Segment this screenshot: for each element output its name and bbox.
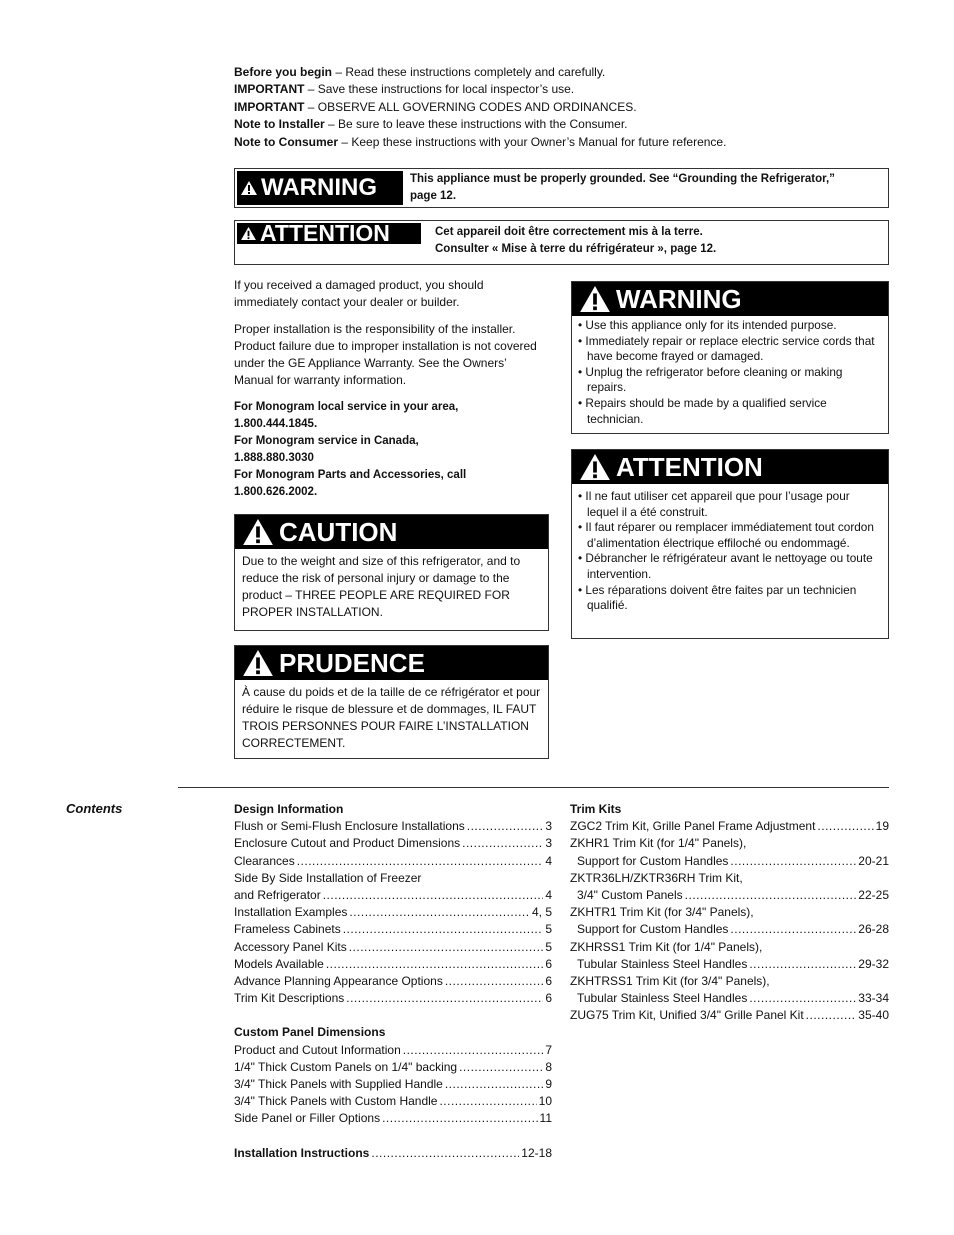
warning-triangle-icon <box>243 650 273 676</box>
list-item: • Use this appliance only for its intended purpose. <box>576 318 884 334</box>
toc-entry[interactable]: 1/4" Thick Custom Panels on 1/4" backing ..... 8 <box>234 1059 552 1076</box>
toc-entry[interactable]: Trim Kit Descriptions ..... 6 <box>234 990 552 1007</box>
warning-triangle-icon <box>243 519 273 545</box>
toc-entry[interactable]: Accessory Panel Kits ..... 5 <box>234 939 552 956</box>
toc-entry[interactable]: ZGC2 Trim Kit, Grille Panel Frame Adjustment ..... 19 <box>570 818 889 835</box>
warning-triangle-icon <box>580 454 610 480</box>
toc-entry[interactable]: Frameless Cabinets ..... 5 <box>234 921 552 938</box>
warning-tag: WARNING <box>237 171 403 205</box>
contents-label: Contents <box>66 801 123 816</box>
caution-box <box>234 514 549 631</box>
list-item: • Immediately repair or replace electric service cords that have become frayed or damaged. <box>576 334 884 365</box>
toc-entry[interactable]: Tubular Stainless Steel Handles ..... 33-34 <box>570 990 889 1007</box>
attention-bar-text: Cet appareil doit être correctement mis à la terre. <box>435 226 703 238</box>
warning-box <box>571 281 889 434</box>
warning-bar-text: This appliance must be properly grounded. See “Grounding the Refrigerator,” <box>410 173 835 185</box>
attention-header: ATTENTION <box>572 450 888 484</box>
toc-right <box>570 801 889 1025</box>
toc-entry[interactable]: 3/4" Thick Panels with Custom Handle ..... 10 <box>234 1093 552 1110</box>
toc-entry[interactable]: Support for Custom Handles ..... 26-28 <box>570 921 889 938</box>
toc-entry[interactable]: Installation Examples ..... 4, 5 <box>234 904 552 921</box>
intro-line: IMPORTANT – Save these instructions for local inspector’s use. <box>234 82 575 97</box>
list-item: • Débrancher le réfrigérateur avant le nettoyage ou toute intervention. <box>576 551 884 582</box>
prudence-box <box>234 645 549 759</box>
prudence-header: PRUDENCE <box>235 646 548 680</box>
attention-bar <box>234 220 889 265</box>
toc-entry[interactable]: Clearances ..... 4 <box>234 853 552 870</box>
list-item: • Il faut réparer ou remplacer immédiatement tout cordon d’alimentation électrique effiloché ou endommagé. <box>576 520 884 551</box>
toc-entry[interactable]: Product and Cutout Information ..... 7 <box>234 1042 552 1059</box>
divider <box>178 787 889 788</box>
service-info: For Monogram local service in your area, 1.800.444.1845. For Monogram service in Canada, 1.888.880.3030 For Monogram Parts and Accessories, call 1.800.626.2002. <box>234 401 467 498</box>
toc-entry[interactable]: Side Panel or Filler Options ..... 11 <box>234 1110 552 1127</box>
intro-block <box>234 64 884 151</box>
toc-entry[interactable]: 3/4" Thick Panels with Supplied Handle ..... 9 <box>234 1076 552 1093</box>
warning-list <box>572 316 888 429</box>
toc-entry[interactable]: Advance Planning Appearance Options ..... 6 <box>234 973 552 990</box>
prudence-text: À cause du poids et de la taille de ce réfrigérator et pour réduire le risque de blessure et de dommages, IL FAUT TROIS PERSONNES POUR FAIRE L’INSTALLATION CORRECTEMENT. <box>242 685 541 750</box>
warning-triangle-icon <box>580 286 610 312</box>
warning-header: WARNING <box>572 282 888 316</box>
attention-tag: ATTENTION <box>237 223 421 244</box>
warning-bar-text: page 12. <box>410 190 457 202</box>
intro-line: Note to Consumer – Keep these instructions with your Owner’s Manual for future reference. <box>234 134 727 149</box>
list-item: • Unplug the refrigerator before cleaning or making repairs. <box>576 365 884 396</box>
warning-bar <box>234 168 889 208</box>
toc-entry[interactable]: Models Available ..... 6 <box>234 956 552 973</box>
caution-text: Due to the weight and size of this refrigerator, and to reduce the risk of personal injury or damage to the product – THREE PEOPLE ARE REQUIRED FOR PROPER INSTALLATION. <box>242 554 521 619</box>
toc-heading: Trim Kits <box>570 802 622 816</box>
installer-paragraph: Proper installation is the responsibility of the installer. Product failure due to improper installation is not covered under the GE Appliance Warranty. See the Owners’ Manual for warranty information. <box>234 322 537 387</box>
warning-triangle-icon <box>241 181 257 195</box>
toc-entry[interactable]: Tubular Stainless Steel Handles ..... 29-32 <box>570 956 889 973</box>
intro-line: Note to Installer – Be sure to leave these instructions with the Consumer. <box>234 117 628 132</box>
list-item: • Les réparations doivent être faites par un technicien qualifié. <box>576 583 884 614</box>
caution-header: CAUTION <box>235 515 548 549</box>
toc-entry[interactable]: ZKHTRSS1 Trim Kit (for 3/4" Panels), <box>570 974 770 989</box>
toc-entry[interactable]: Flush or Semi-Flush Enclosure Installations ..... 3 <box>234 818 552 835</box>
toc-heading: Design Information <box>234 802 344 816</box>
toc-entry[interactable]: ZUG75 Trim Kit, Unified 3/4" Grille Panel Kit ..... 35-40 <box>570 1007 889 1024</box>
intro-line: IMPORTANT – OBSERVE ALL GOVERNING CODES AND ORDINANCES. <box>234 99 637 114</box>
toc-left <box>234 801 552 1162</box>
toc-heading: Custom Panel Dimensions <box>234 1025 386 1040</box>
toc-entry[interactable]: ZKHRSS1 Trim Kit (for 1/4" Panels), <box>570 939 763 954</box>
list-item: • Repairs should be made by a qualified service technician. <box>576 396 884 427</box>
toc-entry[interactable]: and Refrigerator ..... 4 <box>234 887 552 904</box>
attention-bar-text: Consulter « Mise à terre du réfrigérateur », page 12. <box>435 243 717 255</box>
toc-entry[interactable]: Side By Side Installation of Freezer <box>234 870 422 885</box>
toc-entry[interactable]: ZKTR36LH/ZKTR36RH Trim Kit, <box>570 870 743 885</box>
toc-entry[interactable]: Support for Custom Handles ..... 20-21 <box>570 853 889 870</box>
intro-line: Before you begin – Read these instructions completely and carefully. <box>234 65 606 79</box>
attention-list <box>572 484 888 619</box>
left-column <box>234 277 544 501</box>
toc-entry[interactable]: Installation Instructions ..... 12-18 <box>234 1145 552 1162</box>
toc-entry[interactable]: ZKHR1 Trim Kit (for 1/4" Panels), <box>570 836 747 851</box>
list-item: • Il ne faut utiliser cet appareil que pour l’usage pour lequel il a été construit. <box>576 489 884 520</box>
damaged-product-paragraph: If you received a damaged product, you should immediately contact your dealer or builder. <box>234 278 484 309</box>
warning-triangle-icon <box>241 227 256 240</box>
attention-box <box>571 449 889 639</box>
toc-entry[interactable]: ZKHTR1 Trim Kit (for 3/4" Panels), <box>570 905 754 920</box>
toc-entry[interactable]: Enclosure Cutout and Product Dimensions ..... 3 <box>234 835 552 852</box>
toc-entry[interactable]: 3/4" Custom Panels ..... 22-25 <box>570 887 889 904</box>
